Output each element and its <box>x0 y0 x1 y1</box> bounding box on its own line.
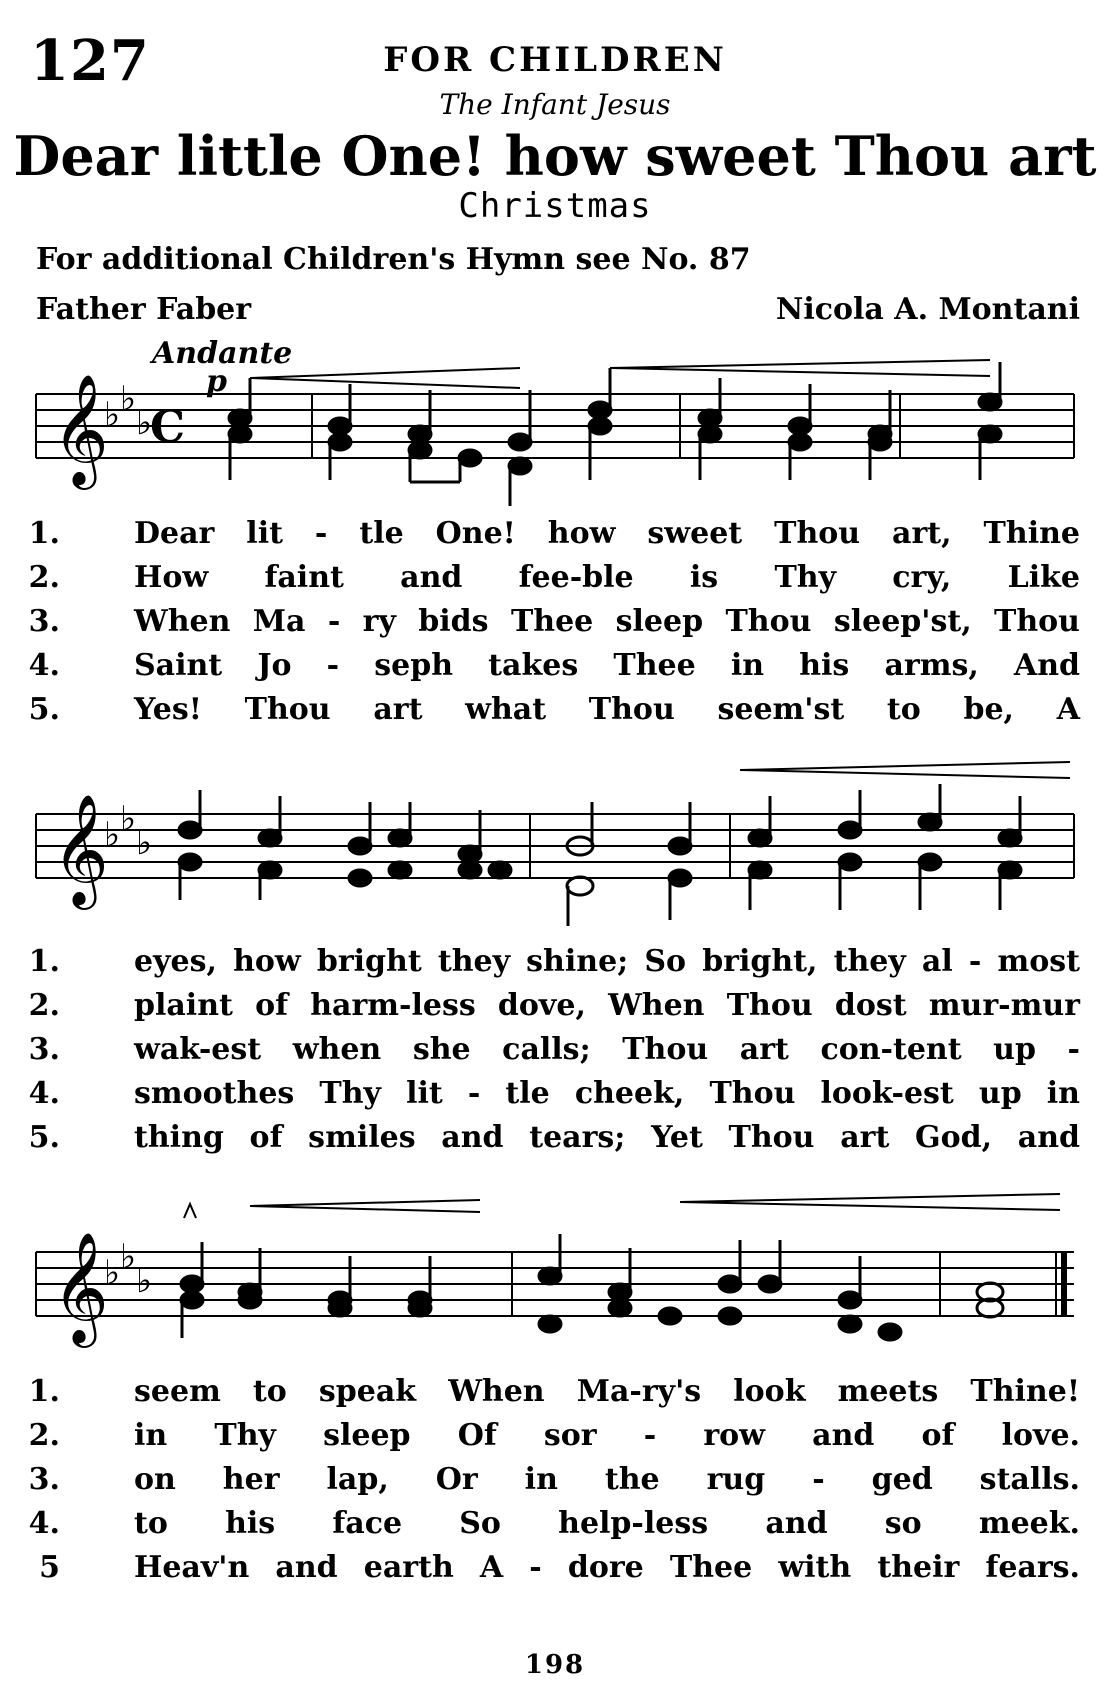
lyric-line: 5. thing of smiles and tears; Yet Thou art God, and <box>28 1120 1080 1155</box>
lyric-line: 4. to his face So help-less and so meek. <box>28 1506 1080 1541</box>
lyric-line: 2. plaint of harm-less dove, When Thou dost mur-mur <box>28 988 1080 1023</box>
lyric-line: 3. wak-est when she calls; Thou art con-tent up - <box>28 1032 1080 1067</box>
lyric-line: 1. Dear lit - tle One! how sweet Thou art, Thine <box>28 516 1080 551</box>
lyric-line: 5. Yes! Thou art what Thou seem'st to be, A <box>28 692 1080 727</box>
lyrics-block-3 <box>0 1370 1110 1590</box>
svg-text:♭: ♭ <box>136 403 153 443</box>
page-number: 198 <box>524 1650 586 1680</box>
svg-text:♭: ♭ <box>136 1261 153 1301</box>
hymn-category: FOR CHILDREN <box>383 40 727 80</box>
music-staff-3 <box>0 1228 1110 1378</box>
music-staff-2 <box>0 790 1110 940</box>
svg-text:C: C <box>150 402 186 453</box>
dynamic-marking: p <box>206 364 227 399</box>
hymn-author: Father Faber <box>36 292 252 327</box>
lyrics-block-1 <box>0 512 1110 732</box>
treble-clef-icon: 𝄞 <box>52 373 109 485</box>
lyric-line: 2. in Thy sleep Of sor - row and of love. <box>28 1418 1080 1453</box>
svg-text:♭: ♭ <box>104 815 121 855</box>
svg-text:♭: ♭ <box>120 379 137 419</box>
svg-text:♭: ♭ <box>120 799 137 839</box>
lyric-line: 4. Saint Jo - seph takes Thee in his arms, And <box>28 648 1080 683</box>
treble-clef-icon: 𝄞 <box>52 793 109 905</box>
treble-clef-icon: 𝄞 <box>52 1231 109 1343</box>
svg-text:♭: ♭ <box>104 395 121 435</box>
tempo-marking: Andante <box>152 336 293 371</box>
hymn-subtitle: The Infant Jesus <box>439 88 671 121</box>
hymn-composer: Nicola A. Montani <box>775 292 1080 327</box>
hymn-season: Christmas <box>458 186 652 226</box>
hymn-number: 127 <box>30 28 150 94</box>
lyric-line: 2. How faint and fee-ble is Thy cry, Like <box>28 560 1080 595</box>
lyric-line: 1. seem to speak When Ma-ry's look meets Thine! <box>28 1374 1080 1409</box>
svg-text:♭: ♭ <box>136 823 153 863</box>
lyric-line: 1. eyes, how bright they shine; So bright, they al - most <box>28 944 1080 979</box>
lyric-line: 4. smoothes Thy lit - tle cheek, Thou look-est up in <box>28 1076 1080 1111</box>
lyric-line: 5 Heav'n and earth A - dore Thee with their fears. <box>39 1550 1080 1585</box>
hymn-title: Dear little One! how sweet Thou art <box>13 124 1097 188</box>
lyrics-block-2 <box>0 940 1110 1160</box>
music-staff-1 <box>0 370 1110 520</box>
svg-text:♭: ♭ <box>120 1237 137 1277</box>
lyric-line: 3. on her lap, Or in the rug - ged stalls. <box>28 1462 1080 1497</box>
cross-reference-note: For additional Children's Hymn see No. 87 <box>36 242 751 277</box>
svg-text:♭: ♭ <box>104 1253 121 1293</box>
lyric-line: 3. When Ma - ry bids Thee sleep Thou sleep'st, Thou <box>28 604 1080 639</box>
